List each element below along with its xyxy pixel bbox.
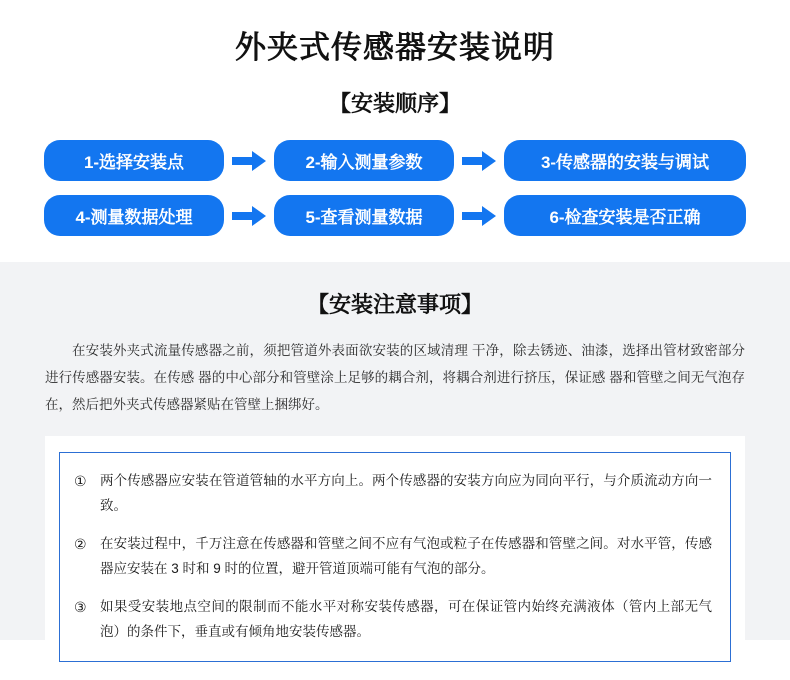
steps-row-2: [35, 195, 755, 236]
notice-card: [45, 436, 745, 680]
list-item: [74, 469, 712, 519]
step-1-selecting-install-point: 1-选择安装点: [44, 140, 224, 181]
notice-section: [0, 262, 790, 640]
arrow-right-icon: [462, 150, 496, 172]
list-item-number: ③: [74, 598, 87, 615]
step-2-input-parameters: 2-输入测量参数: [274, 140, 454, 181]
list-item-number: ②: [74, 535, 87, 552]
list-item: [74, 532, 712, 582]
list-item-number: ①: [74, 473, 87, 489]
steps-row-1: [35, 140, 755, 181]
arrow-right-icon: [232, 205, 266, 227]
list-item: [74, 595, 712, 645]
notice-heading: 【安装注意事项】: [306, 292, 483, 317]
install-order-heading: 【安装顺序】: [328, 91, 461, 116]
notice-paragraph: 在安装外夹式流量传感器之前，须把管道外表面欲安装的区域清理 干净，除去锈迹、油漆，选择出管材致密部分进行传感器安装。在传感 器的中心部分和管壁涂上足够的耦合剂，将耦合剂进行挤压，保证感 器和管壁之间无气泡存在，然后把外夹式传感器紧贴在管壁上捆绑好。: [45, 343, 745, 412]
step-6-check-installation: 6-检查安装是否正确: [504, 195, 746, 236]
page-title: 外夹式传感器安装说明: [235, 30, 555, 65]
arrow-right-icon: [232, 150, 266, 172]
list-item-text: 两个传感器应安装在管道管轴的水平方向上。两个传感器的安装方向应为同向平行，与介质流动方向一致。: [100, 473, 712, 513]
list-item-text: 如果受安装地点空间的限制而不能水平对称安装传感器，可在保证管内始终充满液体（管内上部无气泡）的条件下，垂直或有倾角地安装传感器。: [100, 598, 712, 639]
step-5-view-measurement-data: 5-查看测量数据: [274, 195, 454, 236]
notice-list-box: [59, 452, 731, 662]
arrow-right-icon: [462, 205, 496, 227]
top-section: [0, 0, 790, 262]
steps-flow: [35, 140, 755, 236]
list-item-text: 在安装过程中，千万注意在传感器和管壁之间不应有气泡或粒子在传感器和管壁之间。对水平管，传感器应安装在 3 时和 9 时的位置，避开管道顶端可能有气泡的部分。: [100, 535, 712, 576]
step-4-data-processing: 4-测量数据处理: [44, 195, 224, 236]
step-3-sensor-install-debug: 3-传感器的安装与调试: [504, 140, 746, 181]
